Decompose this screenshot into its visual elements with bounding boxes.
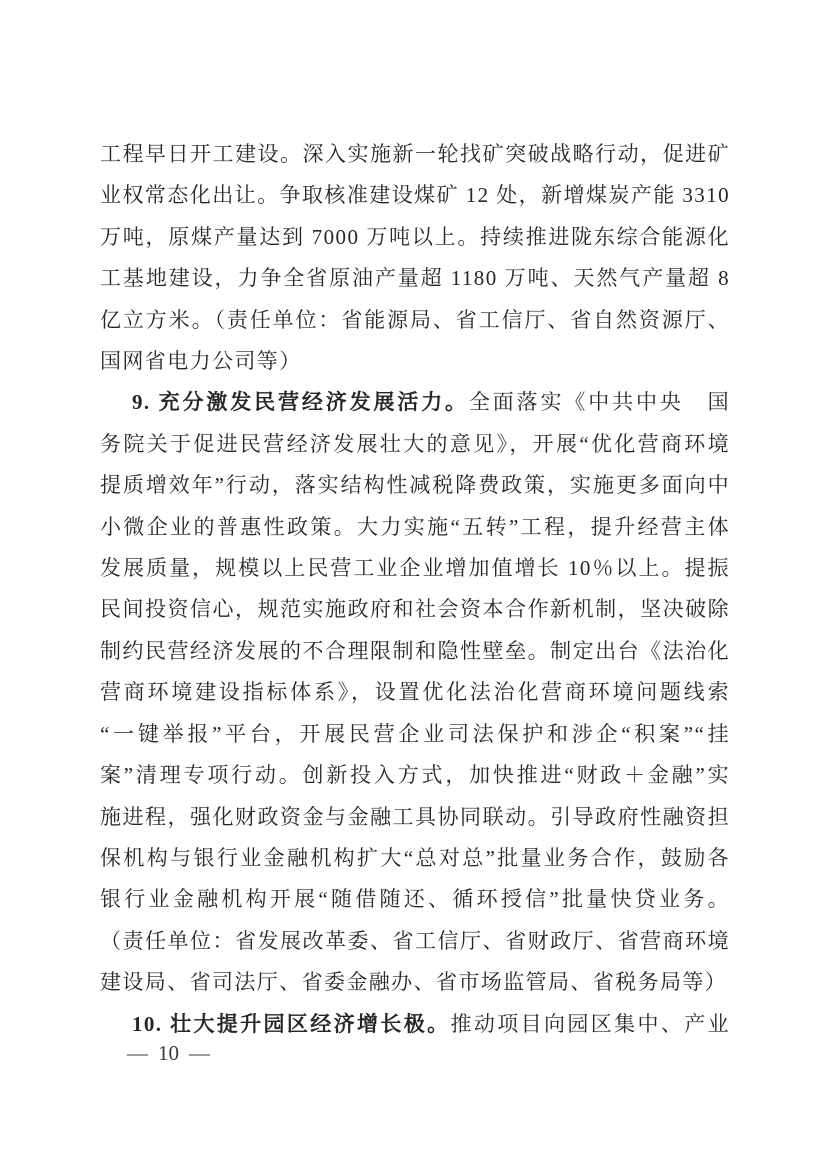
- text-line: [100, 300, 730, 341]
- body-text: 小微企业的普惠性政策。大力实施“五转”工程，提升经营主体: [100, 514, 730, 539]
- body-text: 业权常态化出让。争取核准建设煤矿 12 处，新增煤炭产能 3310: [100, 183, 730, 208]
- body-text: 全面落实《中共中央 国: [468, 390, 730, 415]
- text-line: [100, 589, 730, 630]
- item-heading: 9. 充分激发民营经济发展活力。: [132, 390, 469, 415]
- text-line: [100, 879, 730, 920]
- body-text: 制约民营经济发展的不合理限制和隐性壁垒。制定出台《法治化: [100, 638, 730, 663]
- text-line: [100, 217, 730, 258]
- body-text: 推动项目向园区集中、产业: [450, 1011, 730, 1036]
- body-text: “一键举报”平台，开展民营企业司法保护和涉企“积案”“挂: [100, 721, 730, 746]
- text-line: [100, 548, 730, 589]
- page-footer: [127, 1041, 210, 1066]
- item-heading: 10. 壮大提升园区经济增长极。: [132, 1011, 451, 1036]
- text-line: [100, 465, 730, 506]
- document-text: [100, 134, 730, 1045]
- body-text: 民间投资信心，规范实施政府和社会资本合作新机制，坚决破除: [100, 597, 730, 622]
- text-line: [100, 714, 730, 755]
- text-line: [100, 1004, 730, 1045]
- text-line: [100, 382, 730, 423]
- text-line: [100, 962, 730, 1003]
- body-text: 建设局、省司法厅、省委金融办、省市场监管局、省税务局等）: [100, 970, 728, 995]
- body-text: 银行业金融机构开展“随借随还、循环授信”批量快贷业务。: [100, 887, 730, 912]
- body-text: 案”清理专项行动。创新投入方式，加快推进“财政＋金融”实: [100, 763, 730, 788]
- body-text: 亿立方米。（责任单位：省能源局、省工信厅、省自然资源厅、: [100, 307, 730, 332]
- body-text: 国网省电力公司等）: [100, 349, 302, 374]
- body-text: 工程早日开工建设。深入实施新一轮找矿突破战略行动，促进矿: [100, 142, 730, 166]
- text-line: [100, 672, 730, 713]
- text-line: [100, 838, 730, 879]
- text-line: [100, 507, 730, 548]
- body-text: 施进程，强化财政资金与金融工具协同联动。引导政府性融资担: [100, 804, 730, 829]
- text-line: [100, 175, 730, 216]
- body-text: 万吨，原煤产量达到 7000 万吨以上。持续推进陇东综合能源化: [100, 224, 730, 249]
- footer-left-dash: —: [127, 1041, 148, 1065]
- body-text: 工基地建设，力争全省原油产量超 1180 万吨、天然气产量超 8: [100, 266, 730, 291]
- footer-right-dash: —: [189, 1041, 210, 1065]
- text-line: [100, 341, 730, 382]
- body-text: 提质增效年”行动，落实结构性减税降费政策，实施更多面向中: [100, 473, 730, 498]
- text-line: [100, 134, 730, 175]
- text-line: [100, 921, 730, 962]
- page-number: 10: [158, 1041, 179, 1065]
- body-text: 营商环境建设指标体系》，设置优化法治化营商环境问题线索: [100, 680, 730, 705]
- text-line: [100, 631, 730, 672]
- body-text: 务院关于促进民营经济发展壮大的意见》，开展“优化营商环境: [100, 431, 730, 456]
- text-line: [100, 258, 730, 299]
- text-line: [100, 755, 730, 796]
- body-text: 保机构与银行业金融机构扩大“总对总”批量业务合作，鼓励各: [100, 845, 730, 870]
- text-line: [100, 797, 730, 838]
- body-text: 发展质量，规模以上民营工业企业增加值增长 10％以上。提振: [100, 556, 730, 581]
- text-line: [100, 424, 730, 465]
- body-text: （责任单位：省发展改革委、省工信厅、省财政厅、省营商环境: [100, 928, 730, 953]
